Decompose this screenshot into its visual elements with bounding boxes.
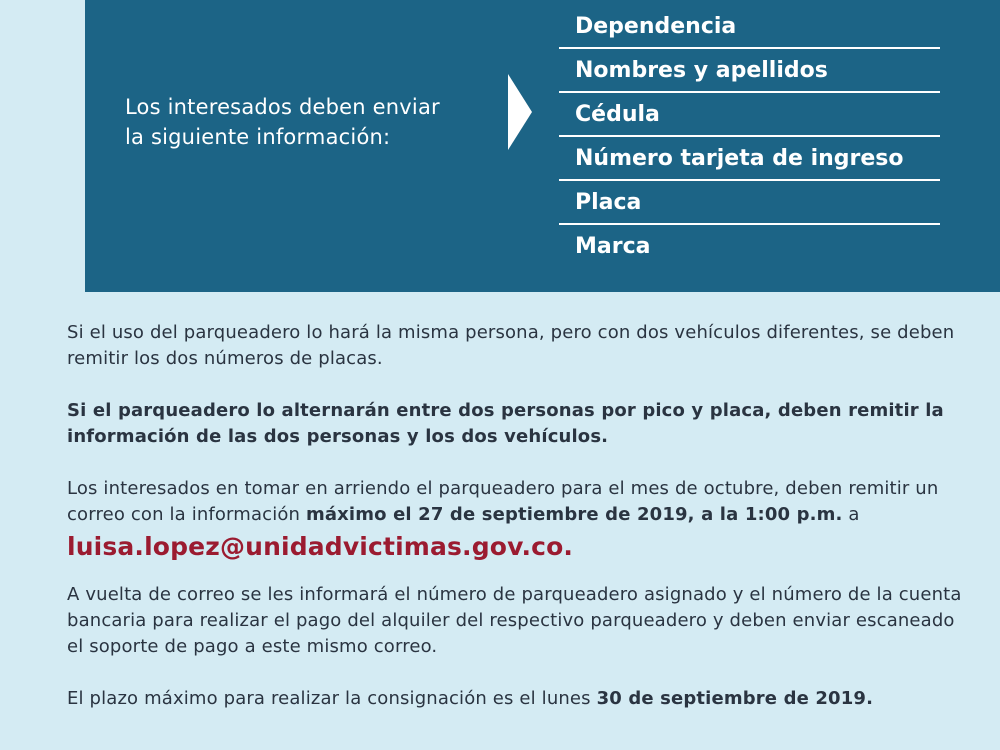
field-marca: Marca: [575, 234, 651, 259]
info-panel: [85, 0, 1000, 292]
deadline-text-a: Los interesados en tomar en arriendo el parqueadero para el mes de octubre, deben remitir un correo con la información: [67, 478, 939, 525]
field-cedula: Cédula: [559, 93, 940, 137]
required-fields-list: [559, 5, 940, 269]
intro-line-1: Los interesados deben enviar: [125, 95, 440, 119]
field-tarjeta: Número tarjeta de ingreso: [559, 137, 940, 181]
deadline-text-c: a: [842, 504, 860, 525]
paragraph-reply: A vuelta de correo se les informará el número de parqueadero asignado y el número de la cuenta bancaria para realizar el pago del alquiler del respectivo parqueadero y deben enviar escaneado el soporte de pago a este mismo correo.: [67, 584, 962, 657]
deadline-bold: máximo el 27 de septiembre de 2019, a la 1:00 p.m.: [305, 504, 843, 525]
field-nombres: Nombres y apellidos: [559, 49, 940, 93]
payment-text: El plazo máximo para realizar la consignación es el lunes: [67, 688, 597, 709]
field-placa: Placa: [559, 181, 940, 225]
arrow-right-icon: [508, 74, 532, 150]
contact-email-link[interactable]: luisa.lopez@unidadvictimas.gov.co.: [67, 532, 574, 561]
intro-line-2: la siguiente información:: [125, 125, 391, 149]
paragraph-pico-placa: [67, 398, 967, 450]
field-dependencia: Dependencia: [559, 5, 940, 49]
pico-placa-bold: Si el parqueadero lo alternarán entre dos personas por pico y placa, deben remitir la información de las dos personas y los dos vehículos.: [67, 400, 944, 447]
body-content: [67, 320, 967, 738]
paragraph-same-person: Si el uso del parqueadero lo hará la misma persona, pero con dos vehículos diferentes, se deben remitir los dos números de placas.: [67, 322, 955, 369]
payment-date-bold: 30 de septiembre de 2019.: [596, 688, 874, 709]
paragraph-deadline: [67, 476, 967, 528]
paragraph-payment-deadline: [67, 686, 967, 712]
intro-text: [125, 92, 495, 152]
